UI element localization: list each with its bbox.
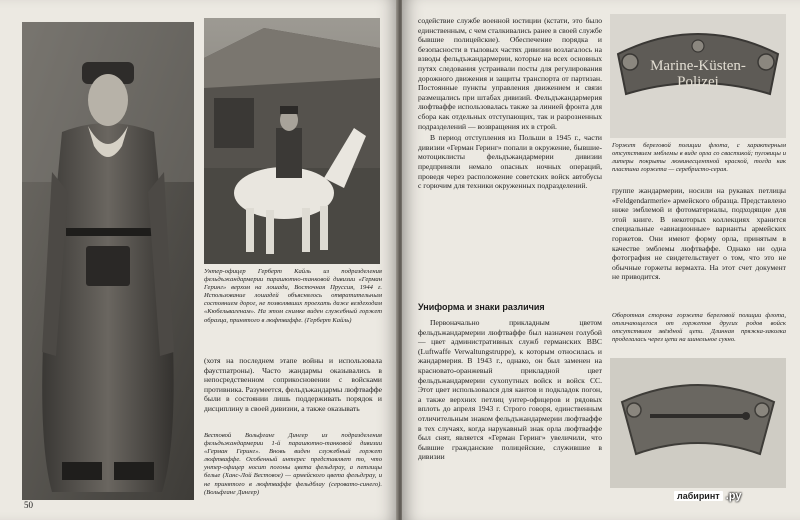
photo-gorget-back: [610, 358, 786, 488]
paragraph-feldgendarmerie: группе жандармерии, носили на рукавах петлицы «Feldgendarmerie» армейского образца. Представлено ниже эмблемой и фотоматериалы, подходящие для этой книге. В некоторых коллекциях хранится специальные «авиационные» варианты армейских горжетов. Они имеют форму орла, принятым в качестве эмблемы люфтваффе. Однако ни одна фотография не свидетельствует о том, что это не обычные горжеты вермахта. На этот счет документ не приводится.: [612, 186, 786, 282]
caption-gorget-back: Оборотная сторона горжета береговой полиции флота, отличающегося от горжетов других родов войск отсутствием звёздной цепи. Длинная пряжка-заколка проделалась через цепи на шинельное сукно.: [612, 312, 786, 344]
caption-orderly: Вестовой Вольфганг Дингер из подразделения фельдъжандармерии 1-й парашютно-танковой дивизии «Герман Геринг». Вновь виден служебный горжет люфтваффе. Особенный интерес представляет то, что унтер-офицер носит погоны цвета фельдграу, а петлицы белые (Ханс-Лой Вестовое) — армейского цвета фельдграу, и не принятого в люфтваффе фельдблау (серовато-синего). (Вольфганг Дингер): [204, 432, 382, 496]
section-heading: Униформа и знаки различия: [418, 302, 545, 312]
watermark-label: лабиринт: [674, 491, 723, 501]
paragraph-retreat: В период отступления из Польши в 1945 г., части дивизии «Герман Геринг» попали в окружение, бывшие-мотоциклисты фельдъжандармерии дивизии предприняли немало опасных ночных операций, проведя через расположение советских войск автобусы с горючим для техники окруженных подразделений.: [418, 133, 602, 191]
left-page: [0, 0, 398, 520]
plate-text-line1: Marine-Küsten-: [650, 58, 746, 74]
caption-officer-horse: Унтер-офицер Герберт Кайль из подразделения фельдъжандармерии парашютно-танковой дивизии «Герман Геринг» верхом на лошади, Восточная Пруссия, 1944 г. Использование лошадей объяснялось отвратительным состоянием дорог, не позволявших проехать даже вездеходам «Кюбельвагенам». На этом снимке виден служебный горжет образца, принятого в люфтваффе. (Герберт Кайль): [204, 268, 382, 324]
left-body-text: [204, 356, 382, 414]
watermark-domain: .ру: [725, 490, 742, 502]
right-column-1: [418, 16, 602, 191]
right-page: [402, 0, 800, 520]
paragraph-duties: содействие службе военной юстиции (кстати, это было единственным, с чем сталкивались ранее в своей службе бывшие полицейские). Обеспечение порядка и безопасности в тыловых частях дивизии возлагалось на взводы фельдъжандармерии, которые на всех основных путях следования устраивали посты для регулирования дорожного движения и защиты транспорта от партизан. Постоянные пункты управления движением и связи размещались при штабах дивизий. Фельдъжандармерия люфтваффе использовалась также за линией фронта для сбора как отдельных отступающих, так и разрозненных подразделений — возвращения их в строй.: [418, 16, 602, 131]
right-column-1-lower: [418, 318, 602, 462]
left-body-paragraph: (хотя на последнем этапе войны и использовала фаустпатроны). Часто жандармы оказывались в непосредственном соприкосновении с войсками противника. Разумеется, фельдъжандармы люфтваффе были в состоянии лишь поддерживать порядок и дисциплину в своей дивизии, а также оказывать: [204, 356, 382, 413]
paragraph-uniform: Первоначально прикладным цветом фельдъжандармерии люфтваффе был назначен голубой — цвет административных служб германских ВВС (Luftwaffe Verwaltungstruppe), к которым относилась и жандармерия. В 1943 г., однако, он был заменен на красновато-оранжевый прикладной цвет фельдъжандармерии сухопутных войск и войск СС. Этот цвет использовался для кантов и подкладок погон, а также верхних петлиц унтер-офицеров и рядовых вплоть до апреля 1943 г. Строго говоря, единственным отличительным знаком фельдъжандармерии люфтваффе в тех случаях, когда нарукавный знак орла люфтваффе был снят, является «Герман Геринг» увеличили, что бывшие гражданские полицейские, служившие в дивизии: [418, 318, 602, 462]
plate-text-line2: Polizei: [677, 74, 719, 90]
right-column-2: [612, 186, 786, 282]
watermark: [674, 490, 741, 502]
photo-officer-horse: [204, 18, 380, 264]
page-number: 50: [24, 500, 33, 510]
photo-officer-standing: [22, 22, 194, 500]
caption-gorget-front: Горжет береговой полиции флота, с характерным отсутствием эмблемы в виде орла со свастикой; пуговицы и литеры покрыты люминесцентной краской, тогда как пластина горжета — серебристо-серая.: [612, 142, 786, 174]
photo-gorget-front: [610, 14, 786, 138]
